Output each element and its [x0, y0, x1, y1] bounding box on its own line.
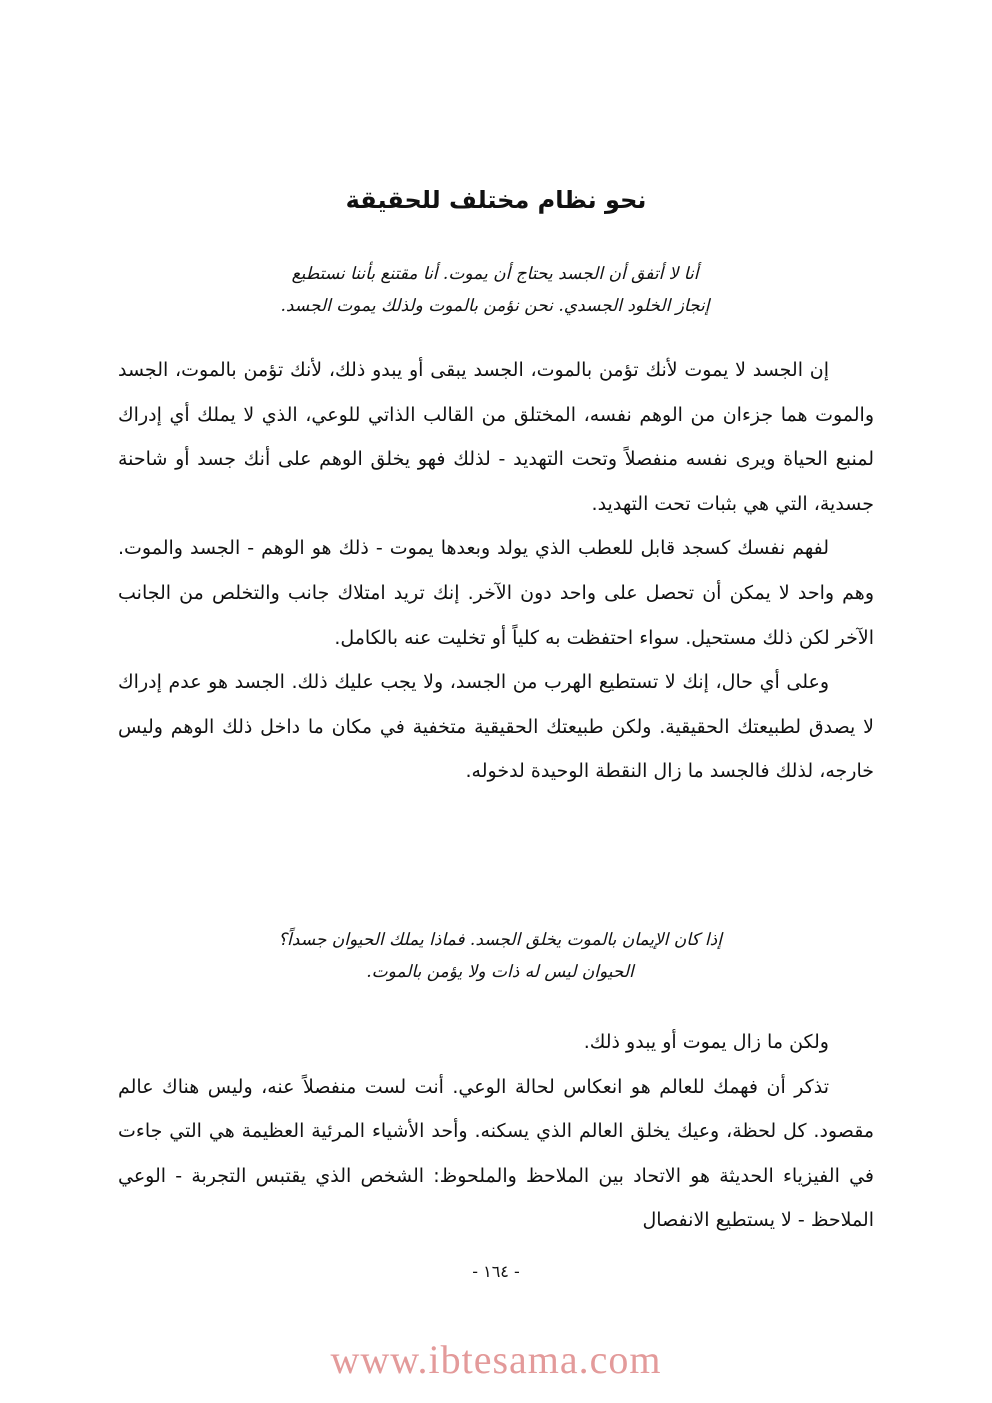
- epigraph-line: إنجاز الخلود الجسدي. نحن نؤمن بالموت ولذلك يموت الجسد.: [280, 296, 710, 316]
- epigraph-line: أنا لا أتفق أن الجسد يحتاج أن يموت. أنا مقتنع بأننا نستطيع: [291, 264, 699, 284]
- paragraph: إن الجسد لا يموت لأنك تؤمن بالموت، الجسد يبقى أو يبدو ذلك، لأنك تؤمن بالموت، الجسد والموت هما جزءان من الوهم نفسه، المختلق من القالب الذاتي للوعي، الذي لا يملك أي إدراك لمنبع الحياة ويرى نفسه منفصلاً وتحت التهديد - لذلك فهو يخلق الوهم على أنك جسد أو شاحنة جسدية، التي هي بثبات تحت التهديد.: [118, 359, 874, 515]
- inline-quote: [200, 924, 800, 988]
- quote-line: إذا كان الإيمان بالموت يخلق الجسد. فماذا يملك الحيوان جسداً؟: [278, 930, 722, 950]
- body-text-section-1: [118, 348, 874, 794]
- paragraph: لفهم نفسك كسجد قابل للعطب الذي يولد وبعدها يموت - ذلك هو الوهم - الجسد والموت. وهم واحد لا يمكن أن تحصل على واحد دون الآخر. إنك تريد امتلاك جانب والتخلص من الجانب الآخر لكن ذلك مستحيل. سواء احتفظت به كلياً أو تخليت عنه بالكامل.: [118, 537, 874, 649]
- paragraph: وعلى أي حال، إنك لا تستطيع الهرب من الجسد، ولا يجب عليك ذلك. الجسد هو عدم إدراك لا يصدق لطبيعتك الحقيقية. ولكن طبيعتك الحقيقية متخفية في مكان ما داخل ذلك الوهم وليس خارجه، لذلك فالجسد ما زال النقطة الوحيدة لدخوله.: [118, 671, 874, 783]
- watermark: www.ibtesama.com: [330, 1337, 662, 1382]
- body-text-section-2: [118, 1020, 874, 1243]
- paragraph: تذكر أن فهمك للعالم هو انعكاس لحالة الوعي. أنت لست منفصلاً عنه، وليس هناك عالم مقصود. كل لحظة، وعيك يخلق العالم الذي يسكنه. وأحد الأشياء المرئية العظيمة هي التي جاءت في الفيزياء الحديثة هو الاتحاد بين الملاحظ والملحوظ: الشخص الذي يقتبس التجربة - الوعي الملاحظ - لا يستطيع الانفصال: [118, 1075, 874, 1232]
- quote-line: الحيوان ليس له ذات ولا يؤمن بالموت.: [366, 962, 634, 982]
- paragraph: ولكن ما زال يموت أو يبدو ذلك.: [583, 1031, 829, 1053]
- epigraph: [215, 258, 775, 322]
- chapter-title: نحو نظام مختلف للحقيقة: [345, 186, 647, 214]
- page-number: - ١٦٤ -: [472, 1262, 520, 1281]
